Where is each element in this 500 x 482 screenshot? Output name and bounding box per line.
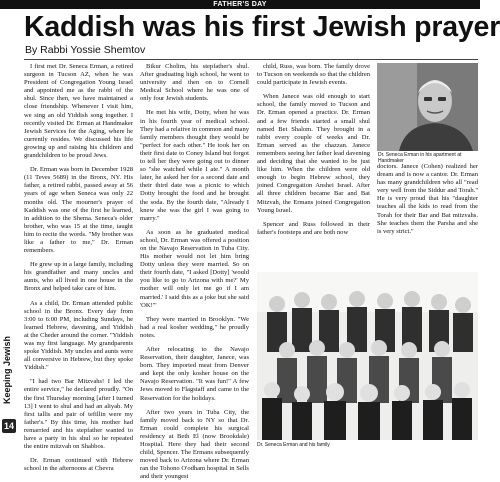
paragraph: Dr. Erman continued with Hebrew school in the afternoons at Chevra [24,457,133,473]
portrait-photo [377,63,478,151]
paragraph: He grew up in a large family, including his grandfather and many uncles and aunts, who all lived in one house in the Bronx and helped take care of him. [24,261,133,293]
family-photo [257,272,478,440]
article-column-2 [140,63,249,481]
family-image [257,272,478,440]
paragraph: "I had two Bar Mitzvahs! I led the entire service," he declared proudly. "On the first Thursday morning [after I turned 13] I went to shul and had an aliyah. My first tallis and pair of tefillin were my father's." By this time, his mother had remarried and his stepfather wanted to have a party in his shul so he repeated the entire mitzvah on Shabbos. [24,378,133,451]
paragraph: After relocating to the Navajo Reservation, their daughter, Janece, was born. They imported meat from Denver and kept the only kosher house on the Navajo Reservation. "It was fun!" A few Jews moved to Flagstaff and came to the Reservation for the holidays. [140,346,249,402]
byline: By Rabbi Yossie Shemtov [25,44,146,56]
family-caption: Dr. Seneca Erman and his family [257,442,330,448]
sidebar-label: Keeping Jewish [2,335,12,405]
paragraph: Dr. Erman was born in December 1928 (11 Teves 5689) in the Bronx, NY. His father, a retired rabbi, passed away at 56 years of age when Seneca was only 22 months old. The mourner's prayer of Kaddish was one of the first he learned, in addition to the Shema. Seneca's older brother, who was 15 at the time, taught him to recite the words. "My brother was like a father to me," Dr. Erman remembers. [24,166,133,255]
paragraph: After two years in Tuba City, the family moved back to NY so that Dr. Erman could complete his surgical residency at Beth El (now Brookdale) Hospital. Here they had their second child, Spencer. The Ermans subsequently moved back to Arizona where Dr. Erman ran the Tohono O'odham hospital in Sells and their youngest [140,408,249,481]
headline: Kaddish was his first Jewish prayer [24,11,500,43]
article-column-3 [257,63,370,269]
portrait-image [377,63,478,151]
paragraph: I first met Dr. Seneca Erman, a retired surgeon in Tucson AZ, when he was President of Congregation Young Israel and appointed me as the rabbi of the shul. Since then, we have maintained a close friendship. Whenever I visit him, we sing an old Yiddish song together. I recently visited Dr. Erman at Handmaker Jewish Services for the Aging, where he currently resides. We discussed his life growing up and raising his children and grandchildren to be proud Jews. [24,63,133,160]
paragraph: As soon as he graduated medical school, Dr. Erman was offered a position on the Navajo Reservation in Tuba City. His mother would not let him bring Dotty unless they were married. So on their fourth date, "I asked [Dotty] 'would you like to go to Arizona with me?' My mother will only let me go if I am married.' I said this as a joke but she said 'OK!'" [140,228,249,309]
paragraph: As a child, Dr. Erman attended public school in the Bronx. Every day from 3:00 to 6:00 PM, including Sundays, he learned Hebrew, davening, and Yiddish at the Cheder around the corner. "Yiddish was my first language. My grandparents spoke Yiddish. My uncles and aunts were all conversive in Hebrew, but they spoke Yiddish." [24,299,133,372]
article-column-1 [24,63,133,473]
page-number: 14 [3,421,14,431]
section-label: FATHER'S DAY [213,1,267,8]
paragraph: doctors. Janece (Cohen) realized her dream and is now a cantor. Dr. Erman has many grandchildren who all "read very well from the Siddur and Torah." He is very proud that his "daughter teaches all the kids to read from the Torah for their Bar and Bat mitzvahs. She teaches them the Parsha and she is very strict." [377,163,478,235]
paragraph: child, Russ, was born. The family drove to Tucson on weekends so that the children could participate in Jewish events. [257,63,370,87]
paragraph: He met his wife, Dotty, when he was in his fourth year of medical school. They had a relative in common and many family members thought they would be "perfect for each other." He took her on their first date to Coney Island but forgot to tell her they were going out to dinner so "she watched while I ate." A month later, he asked her for a second date and their third date was a picnic to which Dotty brought the food and he brought the soda. By the fourth date, "Already I knew she was the girl I was going to marry." [140,109,249,222]
paragraph: When Janece was old enough to start school, the family moved to Tucson and Dr. Erman opened a practice. Dr. Erman and a few friends started a small shul named Bet Shalom. They brought in a rabbi every couple of weeks and Dr. Erman served as the chazzan. Janece remembers seeing her father lead davening and deciding that she wanted to be just like him. When the children were old enough to begin Hebrew school, they joined Congregation Anshei Israel. After all three children became Bar and Bat Mitzvah, the Ermans joined Congregation Young Israel. [257,93,370,214]
portrait-caption: Dr. Seneca Erman in his apartment at Handmaker [378,152,462,164]
divider [24,59,478,60]
paragraph: They were married in Brooklyn. "We had a real kosher wedding," he proudly notes. [140,315,249,339]
paragraph: Spencer and Russ followed in their father's footsteps and are both now [257,220,370,236]
article-column-4 [377,163,478,253]
paragraph: Bikur Cholim, his stepfather's shul. After graduating high school, he went to university and then on to Cornell Medical School where he was one of only four Jewish students. [140,63,249,103]
